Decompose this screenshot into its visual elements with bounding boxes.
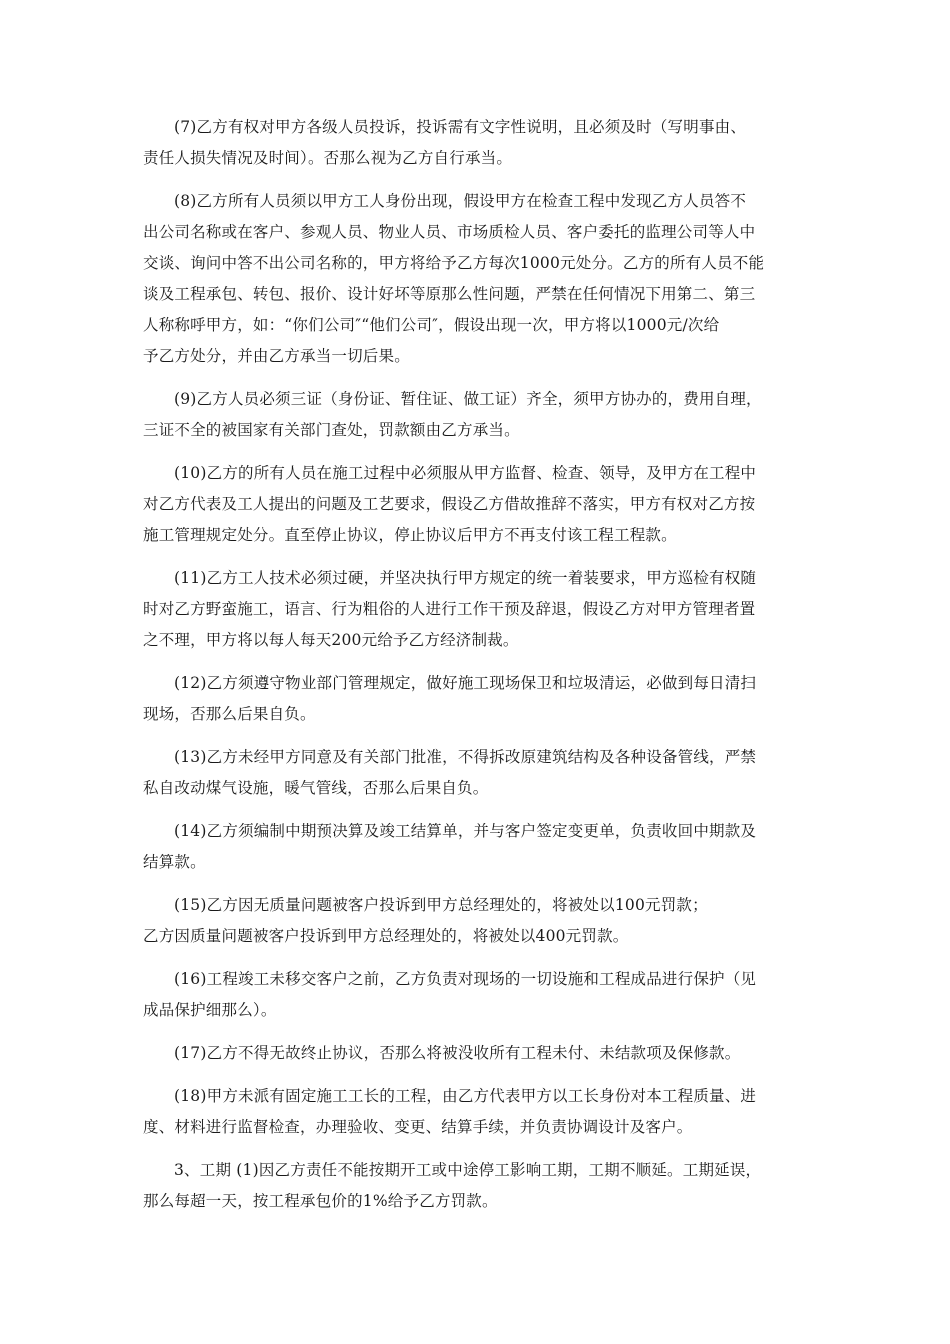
clause-10 <box>143 458 803 551</box>
text-line: (10)乙方的所有人员在施工过程中必须服从甲方监督、检查、领导，及甲方在工程中 <box>174 464 757 482</box>
clause-7 <box>143 112 803 174</box>
text-line: 现场，否那么后果自负。 <box>143 705 316 723</box>
text-line: (13)乙方未经甲方同意及有关部门批准，不得拆改原建筑结构及各种设备管线，严禁 <box>174 748 757 766</box>
text-line: (7)乙方有权对甲方各级人员投诉，投诉需有文字性说明，且必须及时（写明事由、 <box>174 118 747 136</box>
clause-17 <box>143 1038 803 1069</box>
text-line: 乙方因质量问题被客户投诉到甲方总经理处的，将被处以400元罚款。 <box>143 927 629 945</box>
text-line: 对乙方代表及工人提出的问题及工艺要求，假设乙方借故推辞不落实，甲方有权对乙方按 <box>143 495 756 513</box>
text-line: 成品保护细那么）。 <box>143 1001 277 1019</box>
text-line: 予乙方处分，并由乙方承当一切后果。 <box>143 347 410 365</box>
text-line: 私自改动煤气设施，暖气管线，否那么后果自负。 <box>143 779 489 797</box>
text-line: 谈及工程承包、转包、报价、设计好坏等原那么性问题，严禁在任何情况下用第二、第三 <box>143 285 756 303</box>
clause-18 <box>143 1081 803 1143</box>
text-line: 出公司名称或在客户、参观人员、物业人员、市场质检人员、客户委托的监理公司等人中 <box>143 223 756 241</box>
text-line: (8)乙方所有人员须以甲方工人身份出现，假设甲方在检查工程中发现乙方人员答不 <box>174 192 747 210</box>
text-line: 那么每超一天，按工程承包价的1%给予乙方罚款。 <box>143 1192 498 1210</box>
text-line: (14)乙方须编制中期预决算及竣工结算单，并与客户签定变更单，负责收回中期款及 <box>174 822 757 840</box>
text-line: 3、工期 (1)因乙方责任不能按期开工或中途停工影响工期，工期不顺延。工期延误， <box>174 1161 762 1179</box>
text-line: (17)乙方不得无故终止协议，否那么将被没收所有工程未付、未结款项及保修款。 <box>174 1044 741 1062</box>
text-line: 度、材料进行监督检查，办理验收、变更、结算手续，并负责协调设计及客户。 <box>143 1118 693 1136</box>
text-line: 责任人损失情况及时间）。否那么视为乙方自行承当。 <box>143 149 513 167</box>
text-line: (18)甲方未派有固定施工工长的工程，由乙方代表甲方以工长身份对本工程质量、进 <box>174 1087 757 1105</box>
document-body <box>143 112 803 1229</box>
text-line: (15)乙方因无质量问题被客户投诉到甲方总经理处的，将被处以100元罚款； <box>174 896 708 914</box>
clause-11 <box>143 563 803 656</box>
clause-8 <box>143 186 803 372</box>
clause-13 <box>143 742 803 804</box>
text-line: 三证不全的被国家有关部门查处，罚款额由乙方承当。 <box>143 421 520 439</box>
text-line: 人称称呼甲方，如：“你们公司″“他们公司″，假设出现一次，甲方将以1000元/次给 <box>143 316 720 334</box>
clause-9 <box>143 384 803 446</box>
clause-16 <box>143 964 803 1026</box>
text-line: 结算款。 <box>143 853 206 871</box>
text-line: 时对乙方野蛮施工，语言、行为粗俗的人进行工作干预及辞退，假设乙方对甲方管理者置 <box>143 600 756 618</box>
clause-15 <box>143 890 803 952</box>
section-3-schedule <box>143 1155 803 1217</box>
text-line: 交谈、询问中答不出公司名称的，甲方将给予乙方每次1000元处分。乙方的所有人员不能 <box>143 254 765 272</box>
clause-12 <box>143 668 803 730</box>
text-line: 之不理，甲方将以每人每天200元给予乙方经济制裁。 <box>143 631 519 649</box>
text-line: 施工管理规定处分。直至停止协议，停止协议后甲方不再支付该工程工程款。 <box>143 526 677 544</box>
clause-14 <box>143 816 803 878</box>
text-line: (9)乙方人员必须三证（身份证、暂住证、做工证）齐全，须甲方协办的，费用自理， <box>174 390 762 408</box>
text-line: (12)乙方须遵守物业部门管理规定，做好施工现场保卫和垃圾清运，必做到每日清扫 <box>174 674 757 692</box>
text-line: (11)乙方工人技术必须过硬，并坚决执行甲方规定的统一着装要求，甲方巡检有权随 <box>174 569 757 587</box>
text-line: (16)工程竣工未移交客户之前，乙方负责对现场的一切设施和工程成品进行保护（见 <box>174 970 757 988</box>
